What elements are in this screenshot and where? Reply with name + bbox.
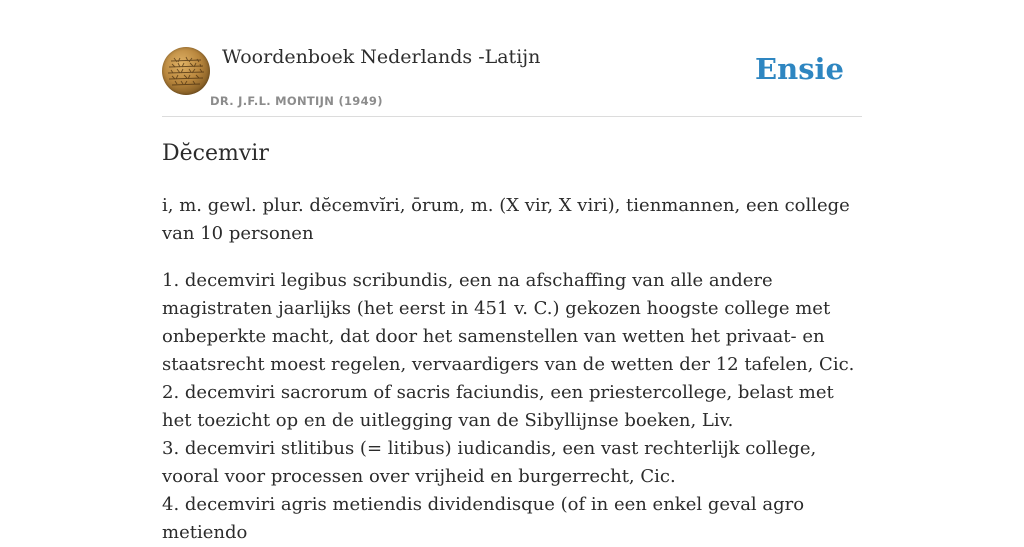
sense-item: 1. decemviri legibus scribundis, een na afschaffing van alle andere magistraten jaarlijks (het eerst in 451 v. C.) gekozen hoogste college met onbeperkte macht, dat door het samenstellen van wetten het privaat- en staatsrecht moest regelen, vervaardigers van de wetten der 12 tafelen, Cic. — [162, 270, 855, 375]
ensie-logo-link[interactable]: Ensie — [755, 52, 844, 86]
sense-item: 2. decemviri sacrorum of sacris faciundis, een priestercollege, belast met het toezicht op en de uitlegging van de Sibyllijnse boeken, Liv. — [162, 382, 834, 431]
entry-definition: i, m. gewl. plur. dĕcemvĭri, ōrum, m. (X vir, X viri), tienmannen, een college van 10 personen — [162, 195, 850, 244]
page-header — [162, 0, 862, 117]
coin-logo-icon[interactable] — [162, 47, 210, 95]
book-title[interactable]: Woordenboek Nederlands -Latijn — [222, 46, 541, 68]
sense-item: 3. decemviri stlitibus (= litibus) iudicandis, een vast rechterlijk college, vooral voor processen over vrijheid en burgerrecht, Cic. — [162, 438, 817, 487]
sense-item: 4. decemviri agris metiendis dividendisque (of in een enkel geval agro metiendo — [162, 494, 805, 543]
book-author: DR. J.F.L. MONTIJN (1949) — [210, 94, 383, 108]
entry-headword: Dĕcemvir — [162, 141, 269, 166]
dictionary-page — [162, 0, 862, 543]
entry-senses — [162, 267, 867, 547]
